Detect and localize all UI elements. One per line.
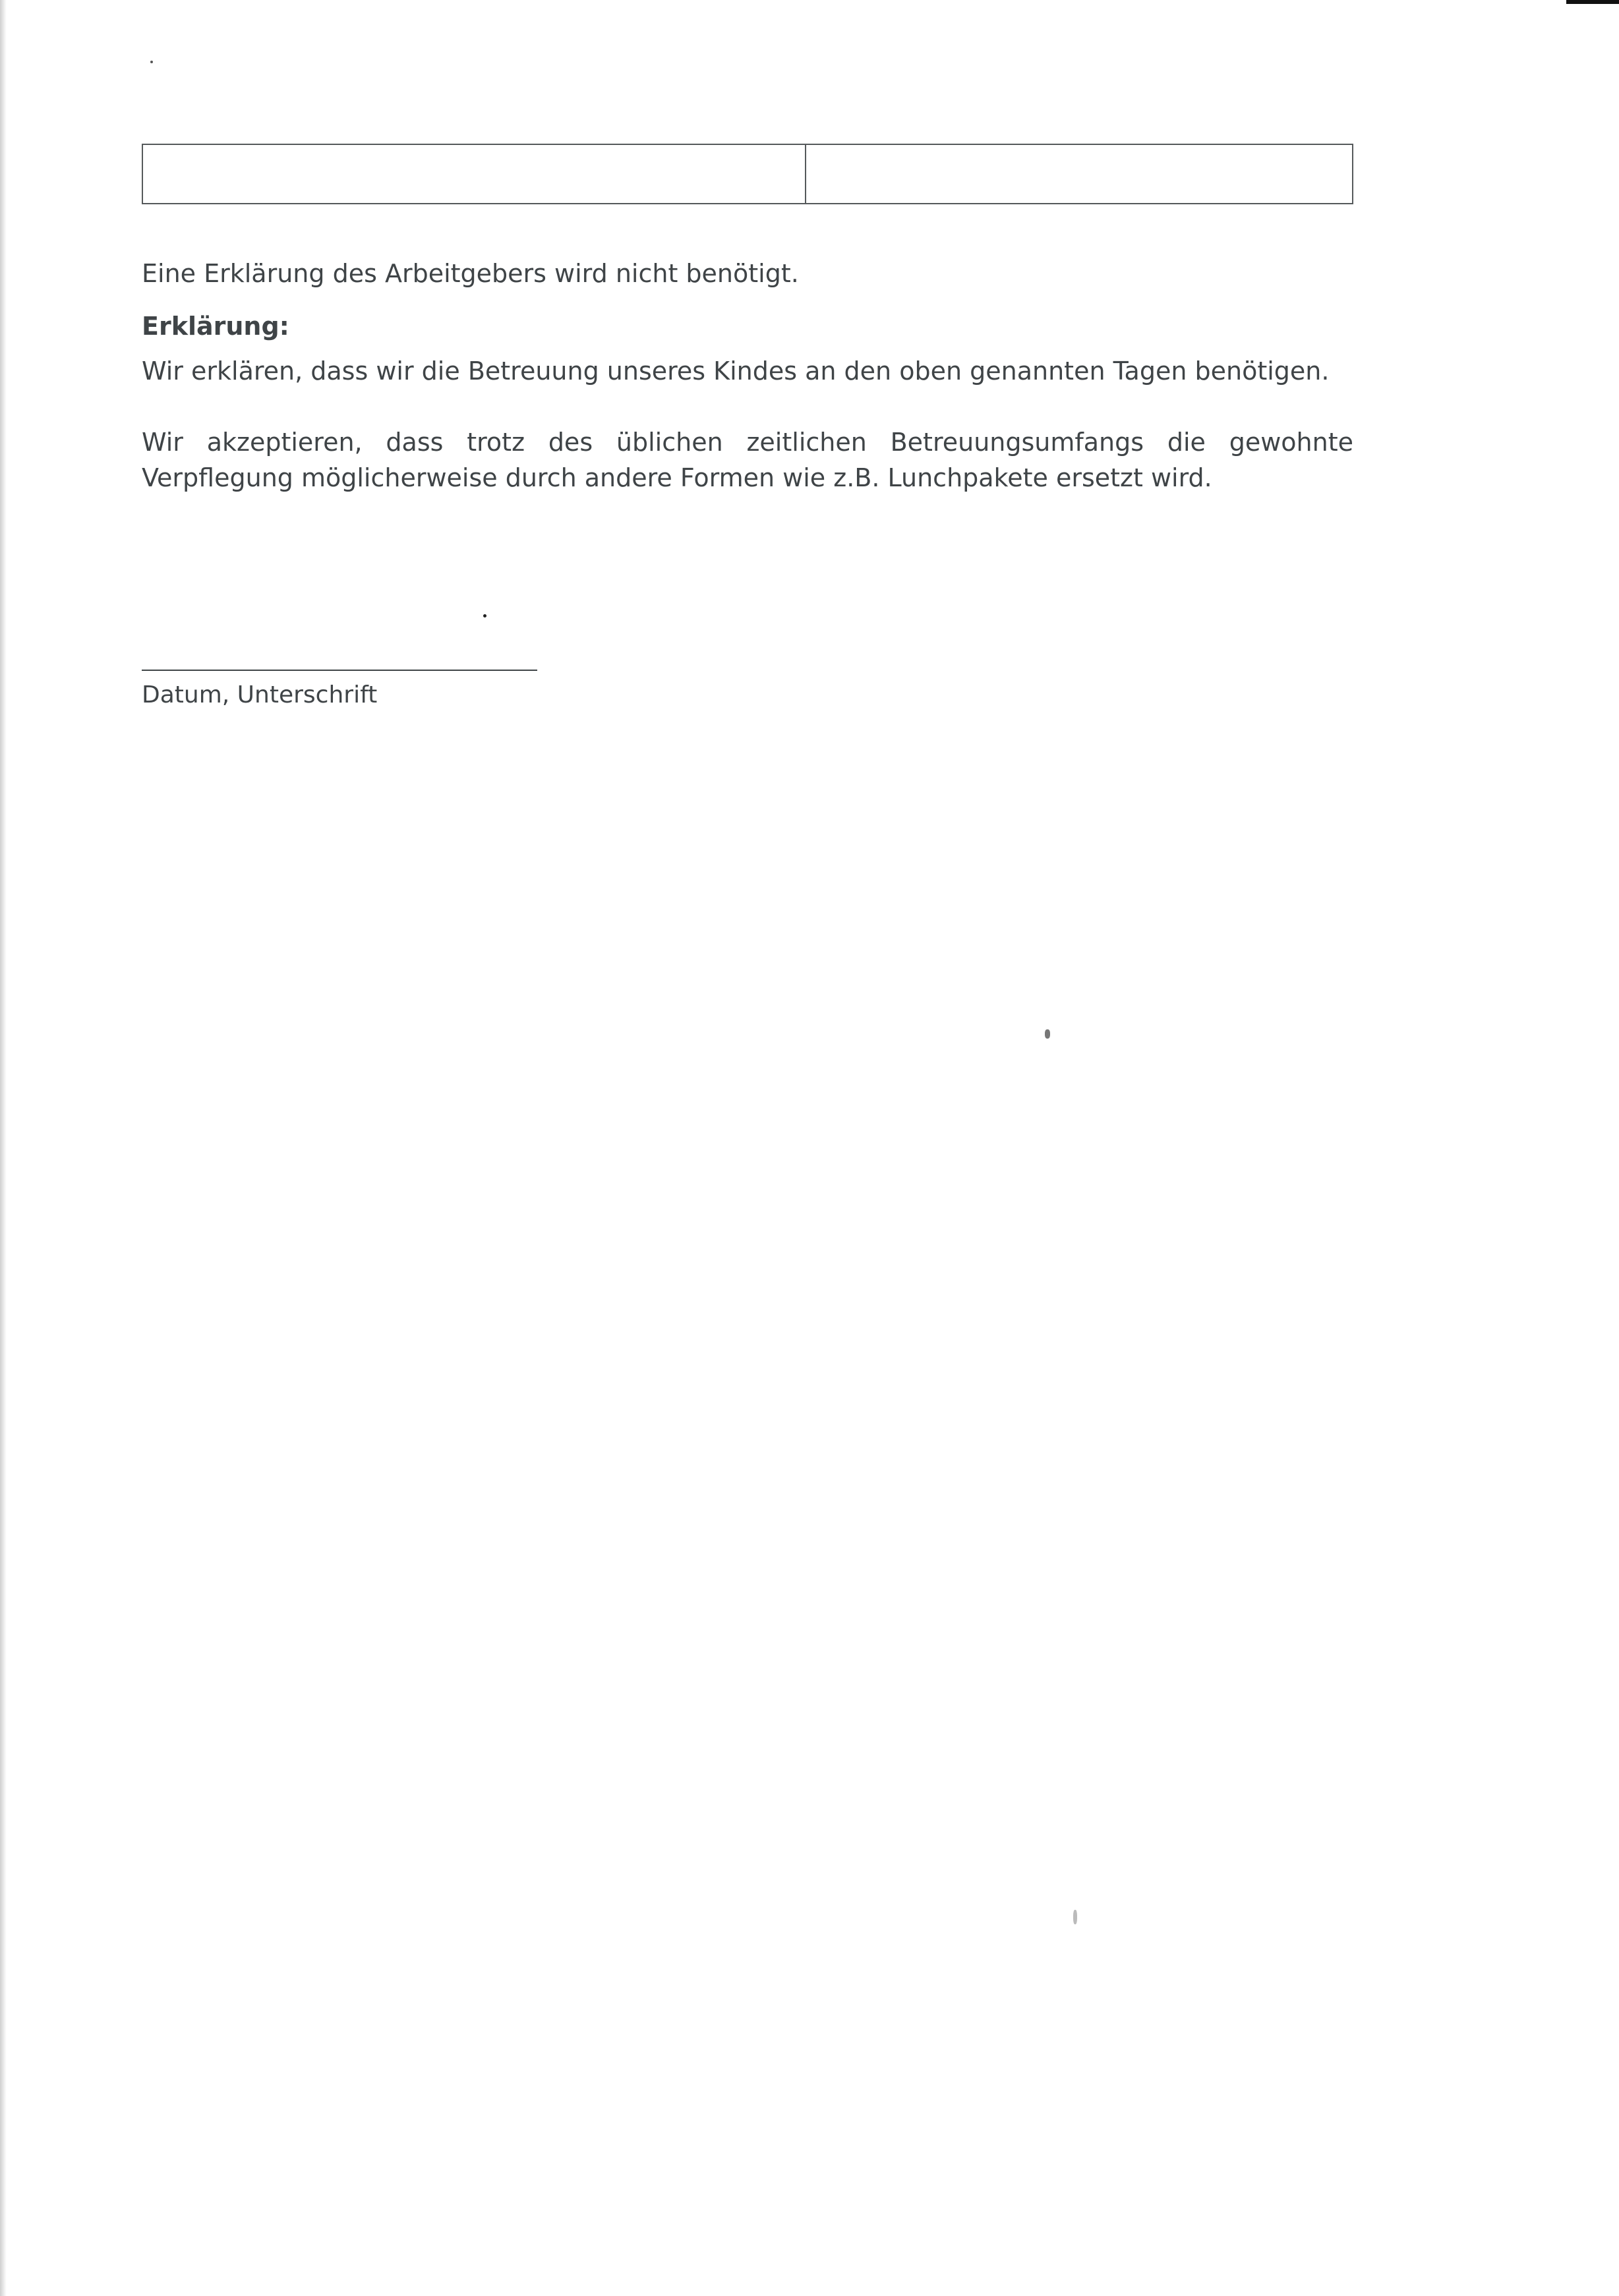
- declaration-heading: Erklärung:: [142, 312, 289, 341]
- scan-speck: [1073, 1910, 1077, 1924]
- declaration-statement-catering: Wir akzeptieren, dass trotz des üblichen zeitlichen Betreuungsumfangs die gewohnte Verpflegung möglicherweise durch andere Formen wie z.B. Lunchpakete ersetzt wird.: [142, 428, 1353, 492]
- table-row: [142, 144, 1353, 204]
- employer-notice: Eine Erklärung des Arbeitgebers wird nicht benötigt.: [142, 259, 799, 288]
- declaration-statement-care-needed: Wir erklären, dass wir die Betreuung unseres Kindes an den oben genannten Tagen benötigen.: [142, 357, 1330, 386]
- scan-speck: [150, 61, 153, 63]
- table-cell-right[interactable]: [806, 144, 1353, 204]
- date-entry-table: [142, 144, 1353, 204]
- scan-speck: [483, 614, 486, 617]
- scan-speck: [1045, 1029, 1050, 1039]
- signature-line[interactable]: [142, 670, 537, 671]
- table-cell-left[interactable]: [142, 144, 806, 204]
- signature-label: Datum, Unterschrift: [142, 681, 378, 708]
- scan-mark: [1566, 0, 1619, 4]
- scan-edge-shadow: [0, 0, 7, 2296]
